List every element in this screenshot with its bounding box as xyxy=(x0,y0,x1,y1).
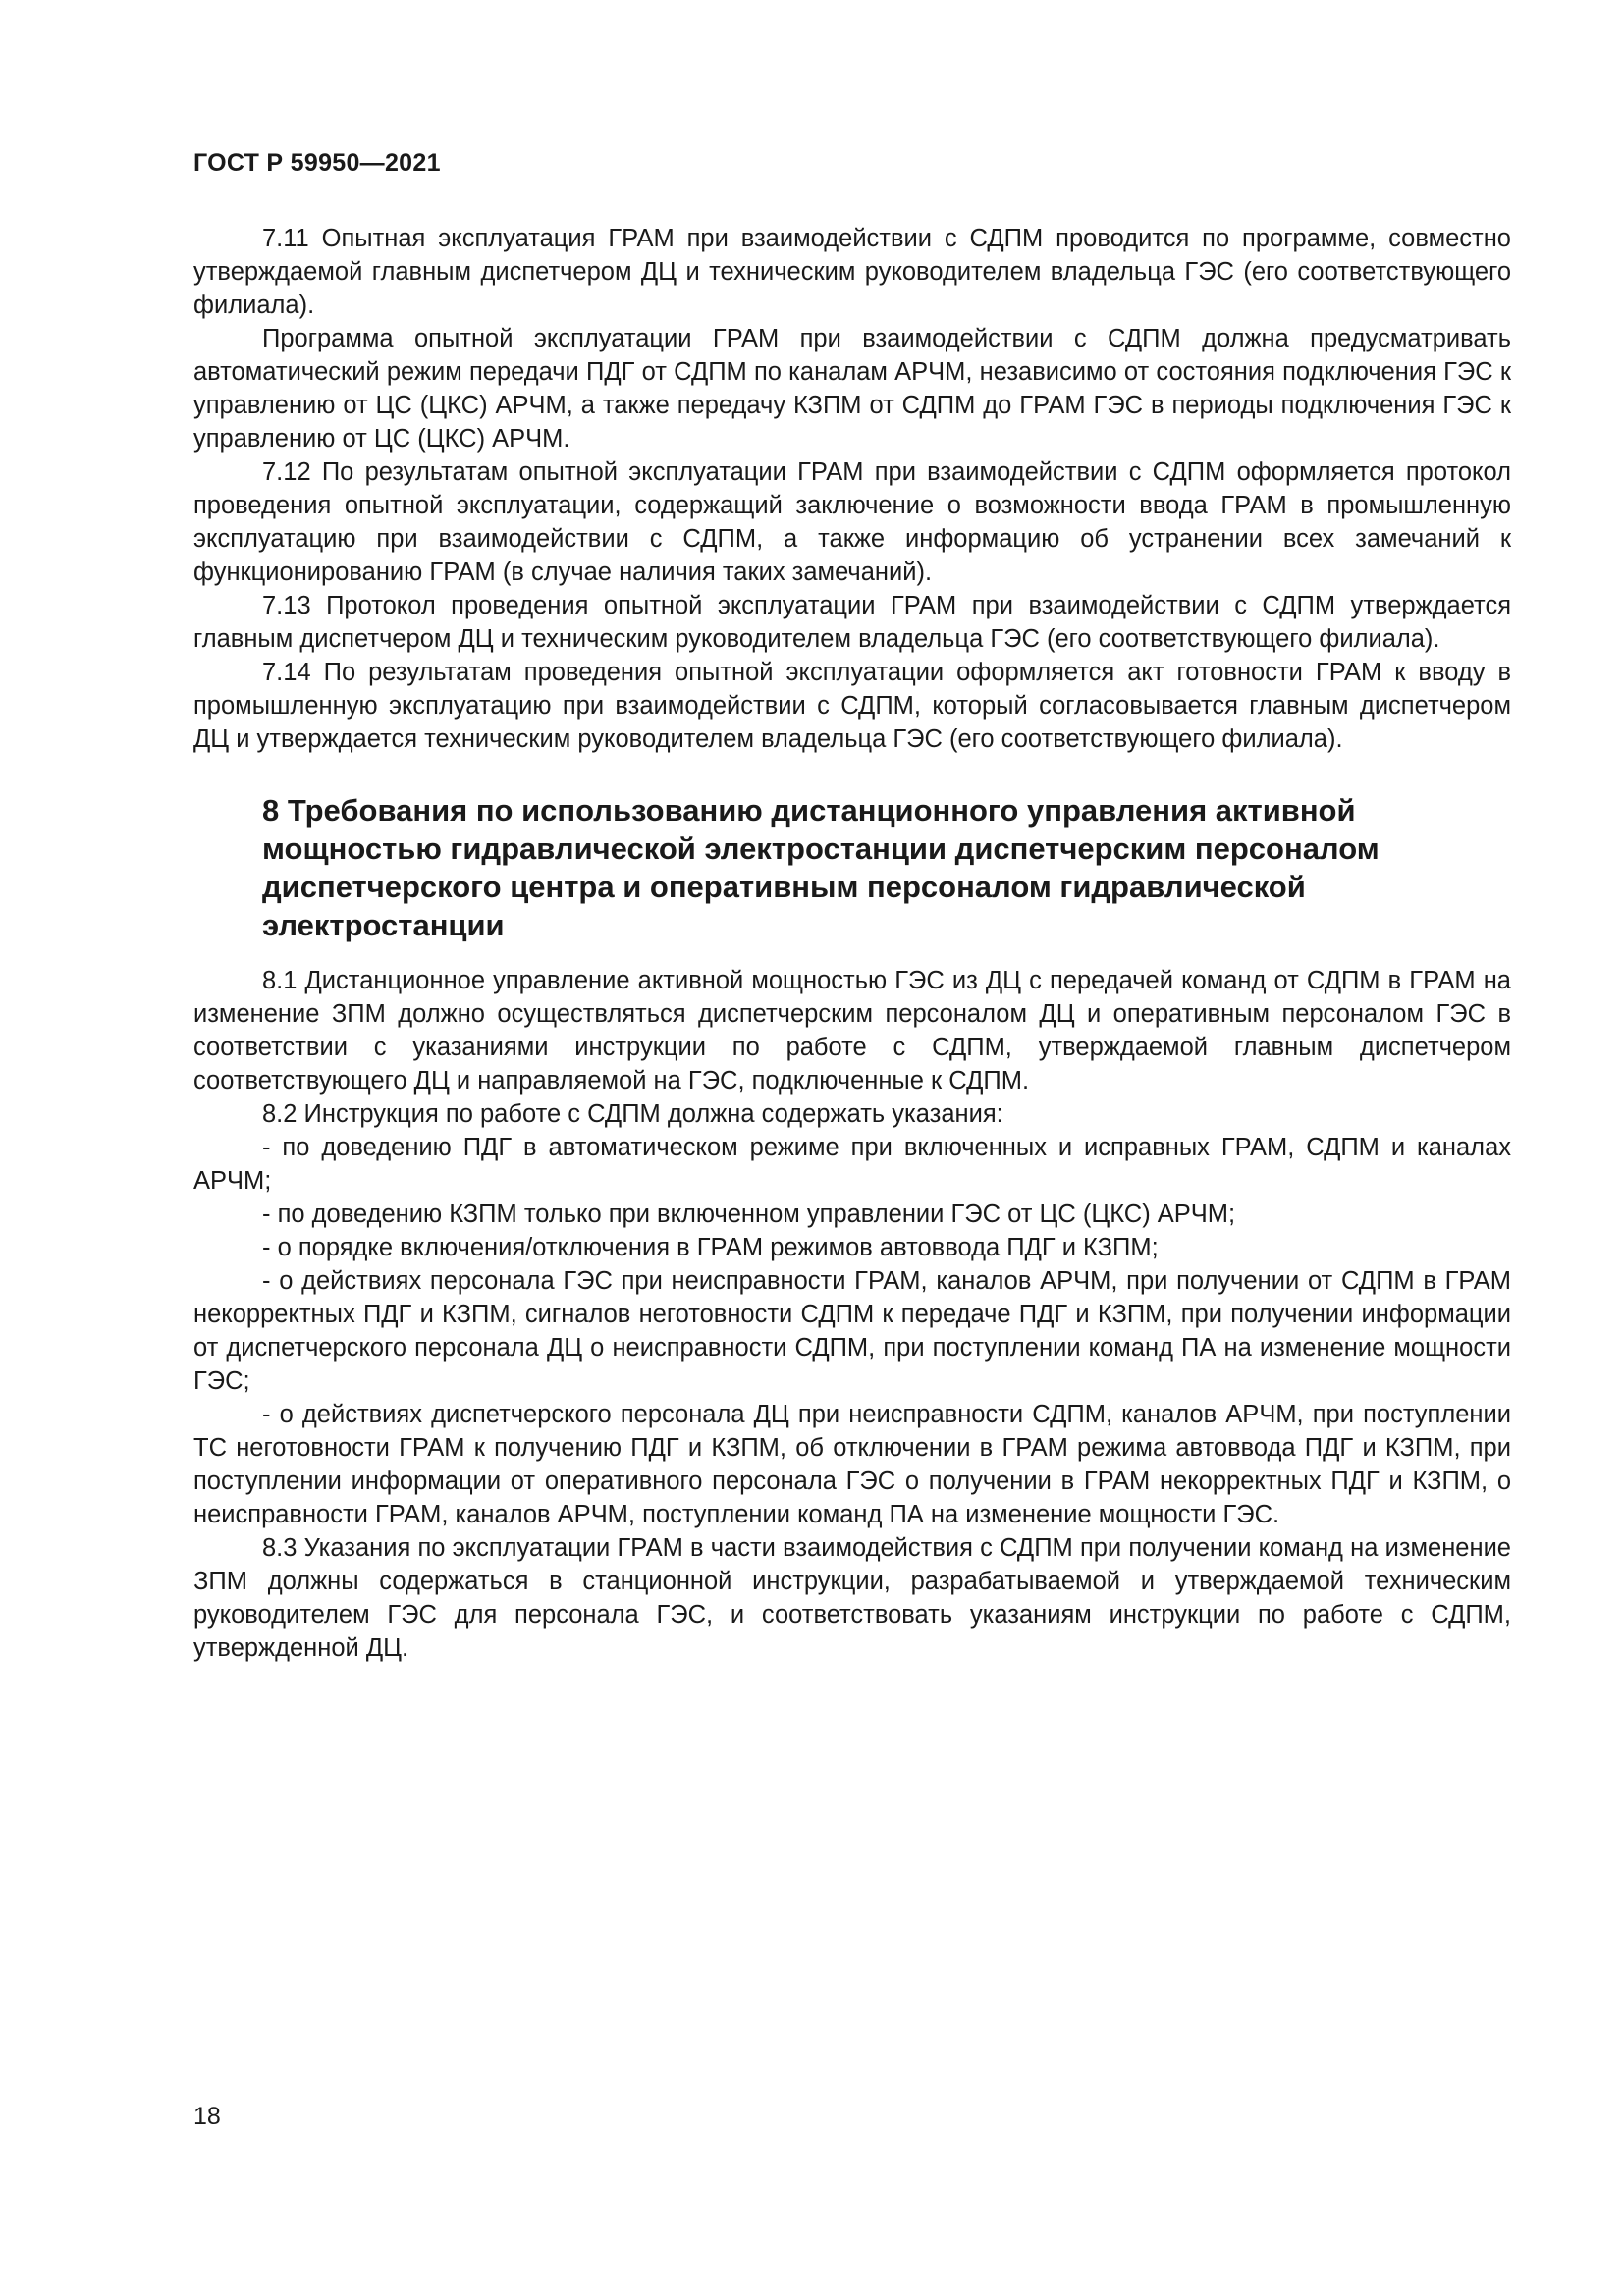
list-item-auto-input-order: - о порядке включения/отключения в ГРАМ режимов автоввода ПДГ и КЗПМ; xyxy=(262,1234,1159,1261)
list-item-dc-staff-actions: - о действиях диспетчерского персонала ДЦ при неисправности СДПМ, каналов АРЧМ, при поступлении ТС неготовности ГРАМ к получению ПДГ и КЗПМ, об отключении в ГРАМ режима автоввода ПДГ и КЗПМ, при поступлении информации от оперативного персонала ГЭС о получении в ГРАМ некорректных ПДГ и КЗПМ, о неисправности ГРАМ, каналов АРЧМ, поступлении команд ПА на изменение мощности ГЭС. xyxy=(193,1401,1511,1528)
list-item-kzpm: - по доведению КЗПМ только при включенном управлении ГЭС от ЦС (ЦКС) АРЧМ; xyxy=(262,1201,1236,1228)
paragraph-8-2: 8.2 Инструкция по работе с СДПМ должна содержать указания: xyxy=(262,1100,1003,1128)
paragraph-8-3: 8.3 Указания по эксплуатации ГРАМ в части взаимодействия с СДПМ при получении команд на изменение ЗПМ должны содержаться в станционной инструкции, разрабатываемой и утверждаемой техническим руководителем ГЭС для персонала ГЭС, и соответствовать указаниям инструкции по работе с СДПМ, утвержденной ДЦ. xyxy=(193,1534,1511,1662)
paragraph-7-12: 7.12 По результатам опытной эксплуатации ГРАМ при взаимодействии с СДПМ оформляется протокол проведения опытной эксплуатации, содержащий заключение о возможности ввода ГРАМ в промышленную эксплуатацию при взаимодействии с СДПМ, а также информацию об устранении всех замечаний к функционированию ГРАМ (в случае наличия таких замечаний). xyxy=(193,458,1511,586)
page-body xyxy=(193,222,1511,1665)
paragraph-7-13: 7.13 Протокол проведения опытной эксплуатации ГРАМ при взаимодействии с СДПМ утверждается главным диспетчером ДЦ и техническим руководителем владельца ГЭС (его соответствующего филиала). xyxy=(193,592,1511,653)
paragraph-7-11: 7.11 Опытная эксплуатация ГРАМ при взаимодействии с СДПМ проводится по программе, совместно утверждаемой главным диспетчером ДЦ и техническим руководителем владельца ГЭС (его соответствующего филиала). xyxy=(193,225,1511,319)
page-number: 18 xyxy=(193,2103,221,2130)
paragraph-7-11-program: Программа опытной эксплуатации ГРАМ при взаимодействии с СДПМ должна предусматривать автоматический режим передачи ПДГ от СДПМ по каналам АРЧМ, независимо от состояния подключения ГЭС к управлению от ЦС (ЦКС) АРЧМ, а также передачу КЗПМ от СДПМ до ГРАМ ГЭС в периоды подключения ГЭС к управлению от ЦС (ЦКС) АРЧМ. xyxy=(193,325,1511,453)
list-item-ges-staff-actions: - о действиях персонала ГЭС при неисправности ГРАМ, каналов АРЧМ, при получении от СДПМ в ГРАМ некорректных ПДГ и КЗПМ, сигналов неготовности СДПМ к передаче ПДГ и КЗПМ, при получении информации от диспетчерского персонала ДЦ о неисправности СДПМ, при поступлении команд ПА на изменение мощности ГЭС; xyxy=(193,1267,1511,1395)
document-code-header: ГОСТ Р 59950—2021 xyxy=(193,149,441,177)
section-8-heading: 8 Требования по использованию дистанционного управления активной мощностью гидравлической электростанции диспетчерским персоналом диспетчерского центра и оперативным персоналом гидравлической электростанции xyxy=(262,793,1380,942)
list-item-pdg-auto: - по доведению ПДГ в автоматическом режиме при включенных и исправных ГРАМ, СДПМ и каналах АРЧМ; xyxy=(193,1134,1511,1195)
paragraph-8-1: 8.1 Дистанционное управление активной мощностью ГЭС из ДЦ с передачей команд от СДПМ в ГРАМ на изменение ЗПМ должно осуществляться диспетчерским персоналом ДЦ и оперативным персоналом ГЭС в соответствии с указаниями инструкции по работе с СДПМ, утверждаемой главным диспетчером соответствующего ДЦ и направляемой на ГЭС, подключенные к СДПМ. xyxy=(193,967,1511,1095)
paragraph-7-14: 7.14 По результатам проведения опытной эксплуатации оформляется акт готовности ГРАМ к вводу в промышленную эксплуатацию при взаимодействии с СДПМ, который согласовывается главным диспетчером ДЦ и утверждается техническим руководителем владельца ГЭС (его соответствующего филиала). xyxy=(193,659,1511,753)
